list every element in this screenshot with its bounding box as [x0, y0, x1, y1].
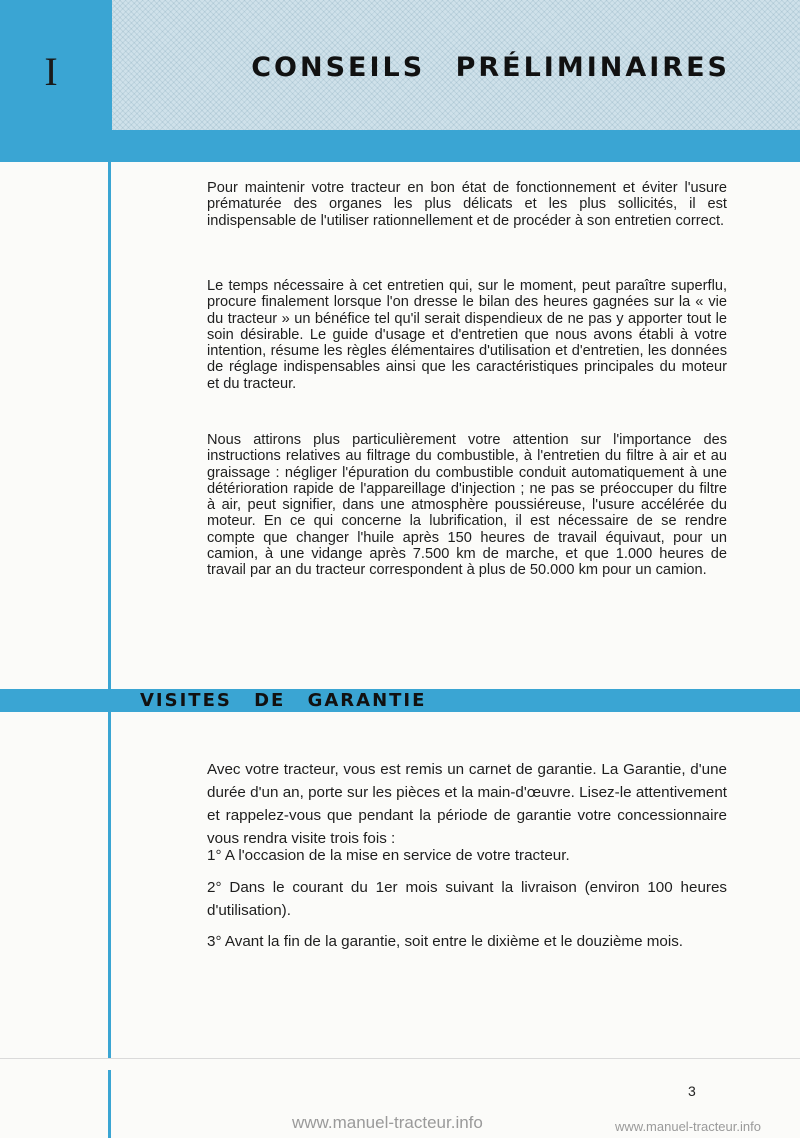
chapter-number: I — [44, 49, 58, 94]
watermark-link[interactable]: www.manuel-tracteur.info — [292, 1113, 483, 1132]
attention-paragraph: Nous attirons plus particulièrement votre attention sur l'importance des instructions relatives au filtrage du combustible, à l'entretien du filtre à air et au graissage : négliger l'épuration du combustible conduit automatiquement à une détérioration rapide de l'appareillage d'injection ; ne pas se préoccuper du filtre à air, peut signifier, dans une atmosphère poussiéreuse, l'usure accélérée du moteur. En ce qui concerne la lubrification, il est nécessaire de se rendre compte que changer l'huile après 150 heures de travail équivaut, pour un camion, à une vidange après 7.500 km de marche, et que 1.000 heures de travail par an du tracteur correspondent à plus de 50.000 km pour un camion. — [207, 432, 727, 579]
section-title: VISITES DE GARANTIE — [140, 690, 427, 711]
list-item: 1° A l'occasion de la mise en service de votre tracteur. — [207, 847, 570, 864]
header-blue-bar — [0, 130, 800, 162]
watermark-link[interactable]: www.manuel-tracteur.info — [615, 1119, 761, 1134]
maintenance-paragraph: Le temps nécessaire à cet entretien qui, sur le moment, peut paraître superflu, procure finalement lorsque l'on dresse le bilan des heures gagnées sur la « vie du tracteur » un bénéfice tel qu'il serait dispendieux de ne pas y apporter tout le soin désirable. Le guide d'usage et d'entretien que nous avons établi à votre intention, résume les règles élémentaires d'utilisation et d'entretien, les données de réglage indispensables ainsi que les caractéristiques principales du moteur et du tracteur. — [207, 278, 727, 392]
page-number: 3 — [688, 1083, 696, 1099]
list-item: 3° Avant la fin de la garantie, soit entre le dixième et le douzième mois. — [207, 933, 684, 950]
intro-paragraph: Pour maintenir votre tracteur en bon état de fonctionnement et éviter l'usure prématurée des organes les plus délicats et les plus sollicités, il est indispensable de l'utiliser rationnellement et de procéder à son entretien correct. — [207, 180, 727, 229]
footer-rule — [0, 1058, 800, 1071]
warranty-paragraph: Avec votre tracteur, vous est remis un carnet de garantie. La Garantie, d'une durée d'un an, porte sur les pièces et la main-d'œuvre. Lisez-le attentivement et rappelez-vous que pendant la période de garantie votre concessionnaire vous rendra visite trois fois : — [207, 761, 727, 847]
margin-line — [108, 162, 111, 689]
page-title: CONSEILS PRÉLIMINAIRES — [251, 52, 730, 83]
margin-line — [108, 712, 111, 1058]
list-item: 2° Dans le courant du 1er mois suivant la livraison (environ 100 heures d'utilisation). — [207, 879, 727, 919]
margin-line — [108, 1070, 111, 1138]
